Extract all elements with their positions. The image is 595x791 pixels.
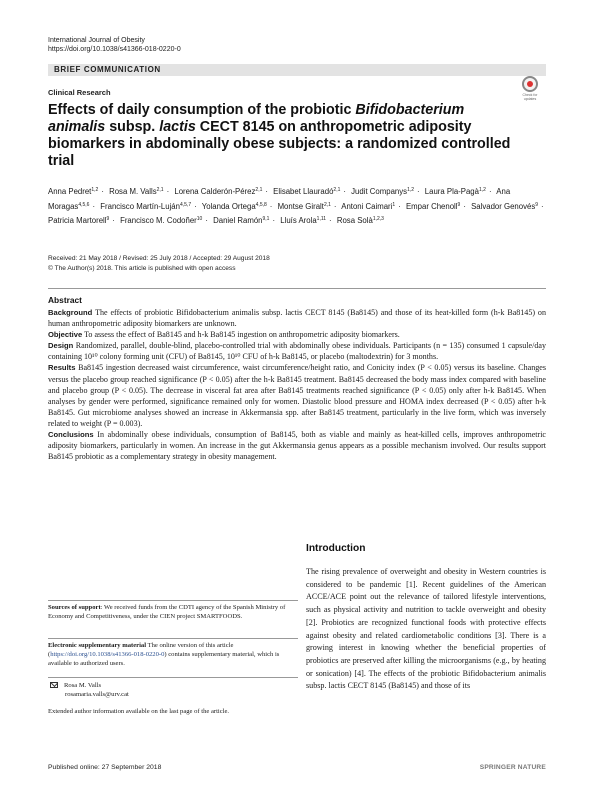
abstract-body [48,307,546,462]
author-affiliation: 2,1 [255,187,263,193]
published-date: Published online: 27 September 2018 [48,764,162,771]
author-name: Lluís Arola [280,216,317,225]
author-name: Salvador Genovés [471,201,536,211]
author-separator: · [112,216,115,225]
esm-footnote [48,642,298,669]
author-separator: · [101,187,104,196]
title-part: subsp. [105,119,160,135]
abstract-text: Ba8145 ingestion decreased waist circumference, waist circumference/height ratio, and Conicity index (P < 0.05) versus its baseline. Changes versus the placebo group reached significance (P < 0.05) after the h-k Ba8145 treatment. Ba8145 decreased the body mass index compared with baseline and placebo group (P < 0.05). The decrease in visceral fat area after Ba8145 treatments reached significance (P < 0.05) only after h-k Ba8145. When analyses by gender were performed, significance remained only for women. Diastolic blood pressure and HOMA index decreased (P < 0.05) after h-k Ba8145. Gut microbiome analyses showed an increase in Akkermansia spp. after Ba8145 treatment, particularly in the live form, which was inversely related to weight (P = 0.003). [48,363,547,428]
abstract-objective [48,329,546,340]
abstract-heading: Abstract [48,295,82,305]
author-affiliation: 2,1 [333,187,341,193]
title-part: Effects of daily consumption of the probiotic [48,102,356,118]
author-separator: · [272,216,276,225]
check-for-updates-label: Check for updates [522,93,538,101]
author[interactable] [202,202,267,211]
article-title [48,102,518,170]
author-name: Empar Chenoll [405,201,458,211]
author-name: Anna Pedret [48,187,92,196]
author-affiliation: 2,1 [323,201,331,208]
author-name: Francisco M. Codoñer [120,216,197,225]
author-separator: · [333,201,337,211]
author-affiliation: 2,1 [156,187,164,193]
article-type: BRIEF COMMUNICATION [54,65,161,74]
author-name: Francisco Martín-Luján [100,201,180,211]
author-name: Judit Companys [351,187,408,196]
article-type-bar [48,64,546,76]
author-list [48,185,548,229]
journal-header [48,36,181,54]
abstract-label: Results [48,363,76,373]
support-label: Sources of support [48,604,101,611]
author-affiliation: 4,5,8 [255,201,267,208]
author[interactable] [48,216,109,225]
author-affiliation: 4,5,7 [179,201,192,208]
author-separator: · [417,187,420,196]
footnote-divider [48,600,298,601]
doi-link[interactable]: https://doi.org/10.1038/s41366-018-0220-0 [48,46,181,53]
author-affiliation: 10 [196,216,203,222]
support-footnote [48,604,298,622]
author-name: Daniel Ramón [213,216,263,225]
check-for-updates-badge[interactable] [519,76,541,102]
section-label: Clinical Research [48,88,111,97]
author-name: Antoni Caimari [341,201,393,211]
author[interactable] [351,187,414,196]
author-affiliation: 1,2 [478,187,486,193]
abstract-text: The effects of probiotic Bifidobacterium animalis subsp. lactis CECT 8145 (Ba8145) and those of its heat-killed form (h-k Ba8145) on human anthropometric adiposity biomarkers are unknown. [48,308,546,329]
author-affiliation: 1,2 [91,187,99,193]
author-affiliation: 9,1 [262,216,270,222]
corresponding-author [48,682,298,700]
abstract-text: In abdominally obese individuals, consumption of Ba8145, both as viable and mainly as heat-killed cells, improves anthropometric adiposity biomarkers, particularly in women. An increase in the gut Akkermansia genus appears as a possible mechanism involved. Our results support Ba8145 probiotic as a complementary strategy in obesity management. [48,430,547,462]
abstract-label: Design [48,341,74,351]
author[interactable] [341,202,395,211]
abstract-label: Background [48,308,93,317]
author[interactable] [109,187,163,196]
author-separator: · [269,201,273,211]
publisher-logo: SPRINGER NATURE [479,764,546,771]
title-italic: Bifidobacterium animalis [48,102,465,135]
title-part: CECT 8145 on anthropometric adiposity biomarkers in abdominally obese subjects: a randomized controlled trial [48,119,511,169]
author-affiliation: 1,2,3 [372,216,384,222]
author-separator: · [463,201,466,211]
envelope-icon [50,682,58,688]
abstract-text: To assess the effect of Ba8145 and h-k Ba8145 ingestion on anthropometric adiposity biomarkers. [84,330,400,340]
author[interactable] [280,216,326,225]
esm-text: ) contains supplementary material, which is available to authorized users. [48,650,280,667]
author-affiliation: 4,5,6 [78,201,90,208]
author-separator: · [92,201,96,211]
author[interactable] [278,202,331,211]
author[interactable] [48,187,98,196]
divider [48,288,546,289]
author-name: Yolanda Ortega [201,201,256,211]
author-affiliation: 1 [392,201,396,208]
author-separator: · [398,201,401,211]
support-text: : We received funds from the CDTI agency of the Spanish Ministry of Economy and Competitiveness, under the CIEN project SMARTFOODS. [48,604,286,620]
author-name: Rosa M. Valls [109,187,157,196]
abstract-text: Randomized, parallel, double-blind, placebo-controlled trial with abdominally obese individuals. Participants (n = 135) consumed 1 capsule/day containing 10¹⁰ colony forming unit (CFU) of Ba8145, 10¹⁰ CFU of h-k Ba8145, or placebo (maltodextrin) for 3 months. [48,341,546,362]
author[interactable] [425,187,486,196]
author[interactable] [213,216,269,225]
introduction-heading: Introduction [306,543,366,554]
author-name: Elisabet Llauradó [273,187,334,196]
author-separator: · [329,216,332,225]
author[interactable] [406,202,460,211]
author-separator: · [488,187,492,196]
abstract-label: Conclusions [48,430,94,440]
crossmark-icon [522,76,538,92]
author-separator: · [205,216,208,225]
esm-label: Electronic supplementary material [48,642,147,649]
author[interactable] [273,187,340,196]
author-name: Rosa Solà [336,216,373,225]
abstract-label: Objective [48,330,83,340]
introduction-text: The rising prevalence of overweight and obesity in Western countries is considered to be pandemic [1]. Recent guidelines of the American ACCE/ACE point out the relevance of tailored lifestyle interventions, such as physical activity and nutrition to tackle overweight and obesity [2]. Probiotics are recognized functional foods with protective effects against obesity and related cardiometabolic conditions [3]. There is a growing interest in knowing whether the beneficial properties of probiotics are preserved after killing the microorganisms (e.g., by heating or sonication) [4]. The effects of the probiotic Bifidobacterium animalis subsp. lactis CECT 8145 (Ba8145) and those of its [306,567,546,691]
corresponding-name: Rosa M. Valls [64,682,102,689]
author-affiliation: 1,11 [316,216,327,222]
esm-link[interactable]: https://doi.org/10.1038/s41366-018-0220-0 [50,650,165,658]
author[interactable] [471,202,538,211]
abstract-conclusions [48,429,546,462]
author-name: Montse Giralt [277,201,324,211]
author[interactable] [174,187,262,196]
article-dates [48,254,270,273]
history-dates: Received: 21 May 2018 / Revised: 25 July 2018 / Accepted: 29 August 2018 [48,255,270,262]
footnote-divider [48,638,298,639]
author-name: Patricia Martorell [48,216,107,225]
author-name: Ana Moragas [48,187,511,211]
author-separator: · [265,187,268,196]
author[interactable] [120,216,202,225]
author-affiliation: 1,2 [407,187,415,193]
author-affiliation: 9 [106,216,110,222]
extended-info: Extended author information available on the last page of the article. [48,708,230,715]
author-separator: · [194,201,197,211]
author-name: Laura Pla-Pagà [424,187,479,196]
corresponding-email[interactable]: rosamaria.valls@urv.cat [65,690,129,698]
author-separator: · [166,187,170,196]
abstract-results [48,362,546,429]
author-name: Lorena Calderón-Pérez [174,187,256,196]
abstract-background [48,307,546,329]
journal-name: International Journal of Obesity [48,37,145,44]
author-separator: · [541,201,544,211]
author[interactable] [100,202,191,211]
author-affiliation: 9 [535,201,539,208]
author-separator: · [343,187,346,196]
title-italic: lactis [159,119,196,135]
author[interactable] [337,216,384,225]
footnote-divider [48,677,298,678]
author-affiliation: 9 [457,201,461,208]
abstract-design [48,340,546,362]
copyright-line: © The Author(s) 2018. This article is published with open access [48,264,236,272]
esm-text: The online version of this article ( [48,642,234,658]
